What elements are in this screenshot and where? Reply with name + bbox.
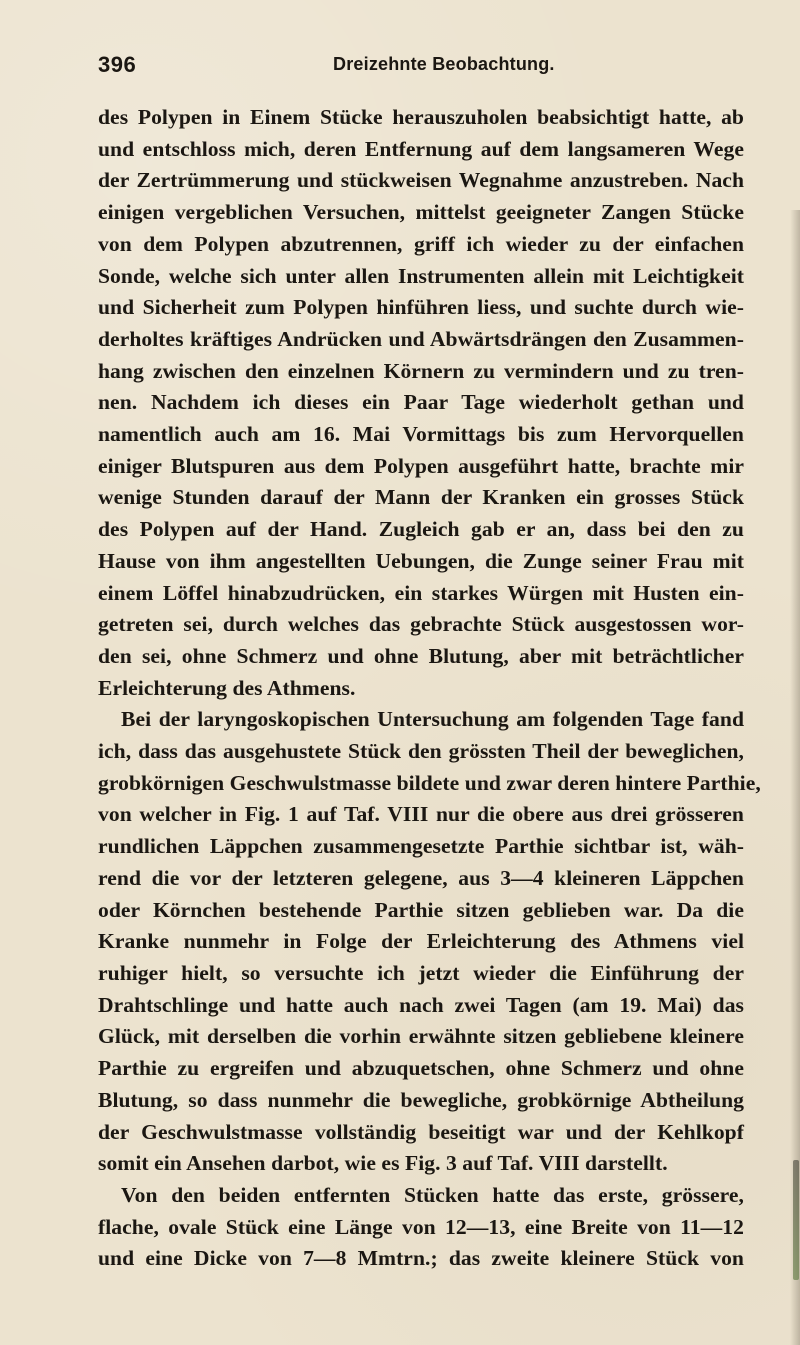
text-line: und Sicherheit zum Polypen hinführen liess, und suchte durch wie- [98,295,744,320]
text-line: einem Löffel hinabzudrücken, ein starkes Würgen mit Husten ein- [98,580,744,605]
running-head: Dreizehnte Beobachtung. [333,54,555,74]
text-line: Hause von ihm angestellten Uebungen, die Zunge seiner Frau mit [98,548,744,573]
text-line: Glück, mit derselben die vorhin erwähnte sitzen gebliebene kleinere [98,1024,744,1049]
text-line: des Polypen in Einem Stücke herauszuholen beabsichtigt hatte, ab [98,105,744,129]
page-text [98,102,761,1275]
text-line: des Polypen auf der Hand. Zugleich gab er an, dass bei den zu [98,517,744,542]
text-line: einiger Blutspuren aus dem Polypen ausgeführt hatte, brachte mir [98,453,744,478]
page-header [98,52,744,82]
text-line: derholtes kräftiges Andrücken und Abwärtsdrängen den Zusammen- [98,326,744,351]
page-edge-mark [793,1160,799,1280]
text-line: Sonde, welche sich unter allen Instrumenten allein mit Leichtigkeit [98,263,744,288]
text-line: von dem Polypen abzutrennen, griff ich wieder zu der einfachen [98,231,744,256]
text-line: rundlichen Läppchen zusammengesetzte Parthie sichtbar ist, wäh- [98,834,744,859]
text-line: den sei, ohne Schmerz und ohne Blutung, aber mit beträchtlicher [98,643,744,668]
text-line: ruhiger hielt, so versuchte ich jetzt wieder die Einführung der [98,960,744,985]
text-line: grobkörnigen Geschwulstmasse bildete und zwar deren hintere Parthie, [98,770,761,795]
text-line: Parthie zu ergreifen und abzuquetschen, ohne Schmerz und ohne [98,1056,744,1081]
text-line: Drahtschlinge und hatte auch nach zwei Tagen (am 19. Mai) das [98,992,744,1017]
text-line: Bei der laryngoskopischen Untersuchung am folgenden Tage fand [121,707,744,732]
text-line: oder Körnchen bestehende Parthie sitzen geblieben war. Da die [98,897,744,922]
text-line: der Zertrümmerung und stückweisen Wegnahme anzustreben. Nach [98,168,744,193]
page-number: 396 [98,52,137,77]
text-line: wenige Stunden darauf der Mann der Kranken ein grosses Stück [98,485,744,510]
text-line: somit ein Ansehen darbot, wie es Fig. 3 auf Taf. VIII darstellt. [98,1151,668,1176]
text-line: und entschloss mich, deren Entfernung auf dem langsameren Wege [98,136,744,161]
text-line: Kranke nunmehr in Folge der Erleichterung des Athmens viel [98,929,744,954]
text-line: ich, dass das ausgehustete Stück den grössten Theil der beweglichen, [98,739,744,764]
text-line: rend die vor der letzteren gelegene, aus 3—4 kleineren Läppchen [98,865,744,890]
text-line: namentlich auch am 16. Mai Vormittags bis zum Hervorquellen [98,422,744,447]
text-line: Von den beiden entfernten Stücken hatte das erste, grössere, [121,1182,744,1207]
text-line: hang zwischen den einzelnen Körnern zu vermindern und zu tren- [98,358,744,383]
text-line: von welcher in Fig. 1 auf Taf. VIII nur die obere aus drei grösseren [98,802,744,827]
text-line: Erleichterung des Athmens. [98,675,356,700]
text-line: der Geschwulstmasse vollständig beseitigt war und der Kehlkopf [98,1119,744,1144]
text-line: nen. Nachdem ich dieses ein Paar Tage wiederholt gethan und [98,390,744,415]
text-line: Blutung, so dass nunmehr die bewegliche, grobkörnige Abtheilung [98,1087,744,1112]
text-line: einigen vergeblichen Versuchen, mittelst geeigneter Zangen Stücke [98,200,744,225]
text-line: getreten sei, durch welches das gebrachte Stück ausgestossen wor- [98,612,744,637]
text-line: und eine Dicke von 7—8 Mmtrn.; das zweite kleinere Stück von [98,1246,744,1271]
text-line: flache, ovale Stück eine Länge von 12—13, eine Breite von 11—12 [98,1214,744,1239]
